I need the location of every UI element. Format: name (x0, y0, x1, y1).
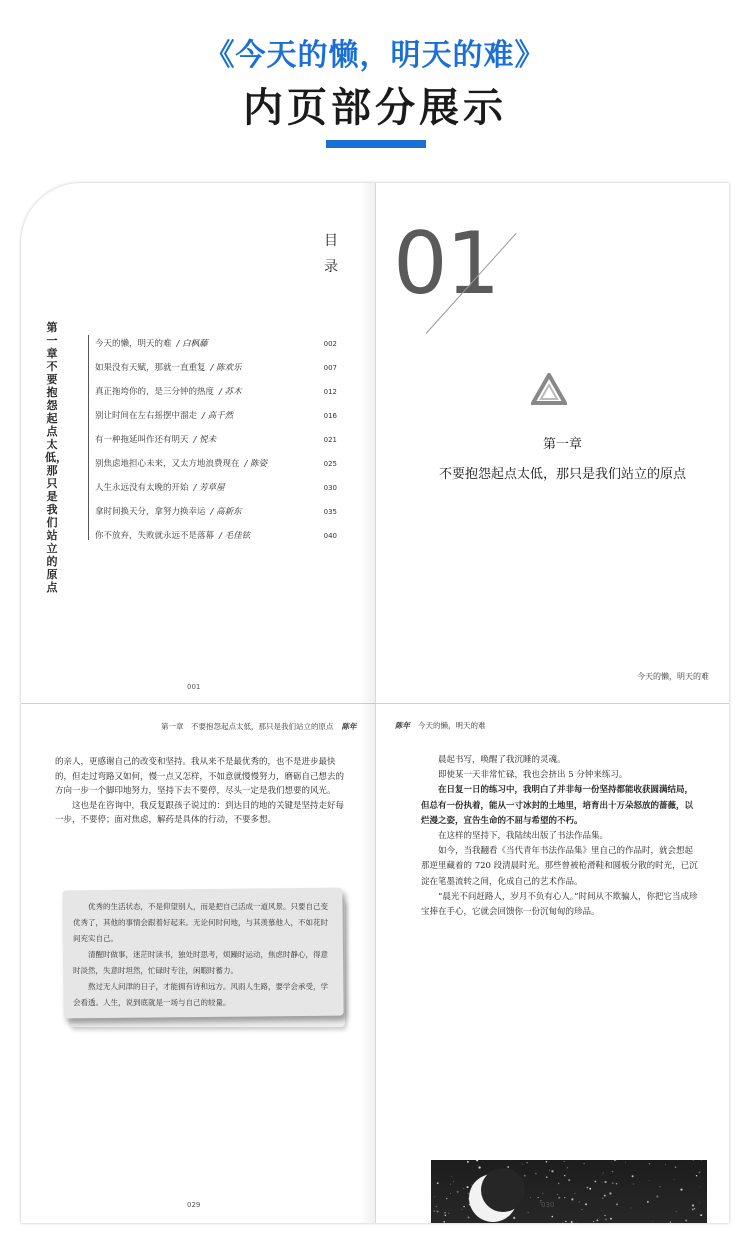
toc-item-author: / 苏木 (219, 387, 242, 397)
page-left-paragraph-1: 的亲人，更感谢自己的改变和坚持。我从来不是最优秀的，也不是进步最快的，但走过弯路又如何，慢一点又怎样，不如意就慢慢努力，磨砺自己想去的方向一步一个脚印地努力，坚持下去不要停，尽头一定是我们想要的风光。 (55, 757, 345, 796)
star-dot (467, 1216, 469, 1218)
star-dot (647, 1201, 649, 1203)
star-dot (589, 1188, 591, 1190)
toc-item-title: 今天的懒，明天的难 (95, 339, 172, 349)
star-dot (538, 1197, 539, 1198)
star-dot (435, 1206, 437, 1208)
toc-chapter-vertical: 第一章 不要抱怨起点太低，那只是我们站立的原点 (45, 321, 69, 594)
star-dot (699, 1202, 700, 1203)
star-dot (602, 1175, 603, 1176)
star-dot (674, 1179, 675, 1180)
running-head-right (395, 720, 486, 731)
page-row-divider (21, 703, 729, 704)
toc-item-author: / 毛佳铉 (219, 531, 251, 541)
star-dot (605, 1218, 607, 1220)
star-dot (507, 1166, 509, 1168)
star-dot (656, 1195, 658, 1197)
star-dot (542, 1193, 543, 1194)
star-dot (593, 1221, 594, 1222)
toc-item-author: / 陈姿 (244, 459, 268, 469)
star-dot (452, 1176, 453, 1177)
toc-item-page: 002 (323, 340, 337, 348)
toc-item-title: 别焦虑地担心未来，又太方地浪费现在 (95, 459, 240, 469)
toc-item[interactable] (95, 338, 345, 350)
star-dot (552, 1216, 554, 1218)
quote-card-paragraph: 清醒时做事，迷茫时读书，独处时思考，烦躁时运动，焦虑时静心，得意时淡然，失意时坦然，忙碌时专注，闲暇时蓄力。 (73, 950, 328, 975)
star-dot (557, 1194, 558, 1195)
toc-item[interactable] (95, 506, 345, 518)
star-dot (575, 1193, 576, 1194)
star-dot (584, 1163, 585, 1164)
star-dot (616, 1183, 618, 1185)
star-dot (652, 1221, 653, 1222)
star-dot (599, 1217, 600, 1218)
star-dot (571, 1221, 573, 1223)
star-dot (446, 1198, 448, 1200)
toc-item-title: 真正拖垮你的，是三分钟的热度 (95, 387, 215, 397)
star-dot (558, 1197, 560, 1199)
star-dot (680, 1188, 682, 1190)
quote-card-text (73, 899, 335, 1011)
header-title: 《今天的懒，明天的难》 (204, 38, 546, 73)
star-dot (616, 1203, 618, 1205)
star-dot (568, 1179, 570, 1181)
spine-shadow (359, 183, 375, 1223)
star-dot (453, 1181, 454, 1182)
star-dot (612, 1171, 614, 1173)
toc-item-title: 拿时间换天分，拿努力换幸运 (95, 507, 206, 517)
star-dot (700, 1186, 701, 1187)
star-dot (524, 1175, 526, 1177)
star-dot (649, 1163, 650, 1164)
star-dot (567, 1167, 568, 1168)
toc-item-author: / 陈欢乐 (210, 363, 242, 373)
star-dot (546, 1161, 548, 1163)
star-dot (467, 1161, 469, 1163)
star-dot (527, 1162, 528, 1163)
star-dot (604, 1195, 606, 1197)
chapter-number: 01 (393, 214, 499, 314)
toc-item-author: / 芳草屋 (193, 483, 225, 493)
star-dot (694, 1208, 695, 1209)
star-dot (478, 1166, 480, 1168)
star-dot (551, 1170, 553, 1172)
star-dot (602, 1198, 603, 1199)
star-dot (528, 1212, 529, 1213)
star-dot (665, 1164, 666, 1165)
page-right-paragraph: 在日复一日的练习中，我明白了并非每一份坚持都能收获圆满结局，但总有一份执着，能从一寸冰封的土地里，培育出十万朵怒放的蔷薇，以烂漫之姿，宣告生命的不屈与希望的不朽。 (421, 785, 694, 826)
star-dot (594, 1181, 596, 1183)
toc-item[interactable] (95, 482, 345, 494)
toc-item-page: 012 (323, 388, 337, 396)
toc-item-page: 016 (323, 412, 337, 420)
star-dot (610, 1218, 612, 1220)
star-dot (463, 1206, 464, 1207)
toc-item-page: 035 (323, 508, 337, 516)
star-dot (564, 1175, 565, 1176)
star-dot (535, 1173, 537, 1175)
running-head-right-text: 今天的懒，明天的难 (418, 721, 486, 730)
toc-item[interactable] (95, 362, 345, 374)
page-right-number: 030 (541, 1201, 555, 1209)
chapter-label: 第一章 (542, 437, 582, 452)
star-dot (609, 1192, 611, 1194)
page-right-paragraph: 即使某一天非常忙碌，我也会挤出 5 分钟来练习。 (438, 770, 628, 781)
header-subtitle: 内页部分展示 (243, 85, 507, 131)
star-dot (437, 1182, 439, 1184)
star-dot (586, 1186, 588, 1188)
star-dot (675, 1166, 677, 1168)
star-dot (471, 1185, 472, 1186)
star-dot (602, 1181, 603, 1182)
running-head-left-author: 陈年 (341, 722, 357, 731)
toc-item-title: 有一种拖延叫作还有明天 (95, 435, 189, 445)
star-dot (659, 1186, 660, 1187)
star-dot (477, 1165, 478, 1166)
star-dot (582, 1209, 583, 1210)
page-left-paragraph-2: 这也是在咨询中，我反复跟孩子说过的：到达目的地的关键是坚持走好每一步，不要停；面对焦虑，解药是具体的行动，不要多想。 (55, 800, 345, 825)
star-dot (625, 1162, 626, 1163)
quote-card-paragraph: 优秀的生活状态，不是仰望别人，而是把自己活成一道风景。只要自己变优秀了，其他的事情会跟着好起来。无论何时何地，与其羡慕他人，不如花时间充实自己。 (73, 902, 328, 943)
page-left-number: 029 (187, 1201, 201, 1209)
night-moon-illustration (431, 1160, 707, 1223)
toc-item[interactable] (95, 530, 345, 542)
toc-heading: 目录 (324, 233, 338, 275)
star-dot (611, 1161, 612, 1162)
star-dot (692, 1208, 694, 1210)
star-dot (445, 1215, 446, 1216)
page-right-body (421, 753, 701, 920)
toc-item-title: 你不放弃，失败就永远不是落幕 (95, 531, 215, 541)
toc-item-title: 如果没有天赋，那就一直重复 (95, 363, 206, 373)
star-dot (604, 1215, 605, 1216)
star-dot (564, 1161, 565, 1162)
star-dot (513, 1217, 515, 1219)
star-dot (632, 1175, 634, 1177)
star-dot (444, 1212, 445, 1213)
star-dot (670, 1221, 671, 1222)
star-dot (685, 1219, 687, 1221)
toc-item[interactable] (95, 434, 345, 446)
toc-item-author: / 高千然 (202, 411, 234, 421)
star-dot (530, 1197, 531, 1198)
star-dot (579, 1201, 580, 1202)
triangle-logo-icon (531, 373, 567, 409)
toc-item[interactable] (95, 458, 345, 470)
star-dot (522, 1164, 523, 1165)
running-head-left-text: 第一章 不要抱怨起点太低，那只是我们站立的原点 (161, 722, 334, 731)
toc-item-title: 人生永远没有太晚的开始 (95, 483, 189, 493)
toc-item-page: 007 (323, 364, 337, 372)
star-dot (549, 1170, 550, 1171)
star-dot (676, 1211, 677, 1212)
header-underline (326, 140, 426, 148)
star-dot (649, 1180, 650, 1181)
star-dot (448, 1213, 449, 1214)
toc-item[interactable] (95, 410, 345, 422)
star-dot (564, 1197, 565, 1198)
toc-item-page: 021 (323, 436, 337, 444)
star-dot (700, 1214, 702, 1216)
running-head-right-author: 陈年 (395, 721, 410, 730)
star-dot (434, 1196, 435, 1197)
star-dot (433, 1210, 435, 1212)
toc-rule (88, 335, 89, 540)
star-dot (571, 1198, 573, 1200)
page-right-paragraph: 晨起书写，唤醒了我沉睡的灵魂。 (438, 755, 566, 765)
chapter-footer: 今天的懒，明天的难 (637, 672, 709, 681)
star-dot (437, 1211, 439, 1213)
star-dot (457, 1191, 459, 1193)
star-dot (565, 1221, 566, 1222)
page-right-paragraph: “晨光不问赶路人，岁月不负有心人。”时间从不欺骗人，你把它当成珍宝捧在手心，它就会回馈你一份沉甸甸的珍品。 (421, 891, 698, 918)
star-dot (563, 1222, 564, 1223)
toc-item-author: / 高新东 (210, 507, 242, 517)
star-dot (631, 1208, 632, 1209)
star-dot (585, 1203, 587, 1205)
star-dot (696, 1175, 697, 1176)
star-dot (604, 1181, 606, 1183)
star-dot (436, 1211, 437, 1212)
quote-card-paragraph: 熬过无人问津的日子，才能拥有诗和远方。风雨人生路，要学会承受，学会看透。人生，说到底就是一场与自己的较量。 (73, 982, 328, 1007)
page-left-body (55, 755, 345, 828)
toc-item-title: 别让时间在左右摇摆中溜走 (95, 411, 198, 421)
star-dot (546, 1176, 548, 1178)
chapter-subtitle: 不要抱怨起点太低，那只是我们站立的原点 (438, 467, 686, 482)
toc-item-page: 025 (323, 460, 337, 468)
star-dot (603, 1172, 604, 1173)
star-dot (633, 1184, 634, 1185)
toc-item[interactable] (95, 386, 345, 398)
star-dot (462, 1209, 463, 1210)
page-right-paragraph: 如今，当我翻看《当代青年书法作品集》里自己的作品时，就会想起那逆里藏着的 720 段清晨时光。那些曾被枪滑鞋和圆板分散的时光，已沉淀在笔墨流转之间，化成自己的艺术作品。 (421, 846, 698, 887)
star-dot (558, 1183, 559, 1184)
star-dot (443, 1221, 445, 1223)
star-dot (450, 1184, 451, 1185)
toc-item-author: / 白枫藤 (176, 339, 208, 349)
star-dot (612, 1182, 614, 1184)
star-dot (596, 1219, 598, 1221)
star-dot (692, 1204, 694, 1206)
star-dot (466, 1186, 468, 1188)
star-dot (698, 1171, 700, 1173)
toc-item-author: / 悦未 (193, 435, 217, 445)
star-dot (450, 1193, 451, 1194)
running-head-left (161, 721, 357, 732)
toc-item-page: 030 (323, 484, 337, 492)
book-spread (21, 183, 729, 1223)
star-dot (463, 1188, 464, 1189)
star-dot (468, 1193, 469, 1194)
toc-page-number: 001 (187, 683, 201, 691)
toc-item-page: 040 (323, 532, 337, 540)
page-right-paragraph: 在这样的坚持下，我陆续出版了书法作品集。 (438, 831, 609, 842)
star-dot (701, 1160, 702, 1161)
